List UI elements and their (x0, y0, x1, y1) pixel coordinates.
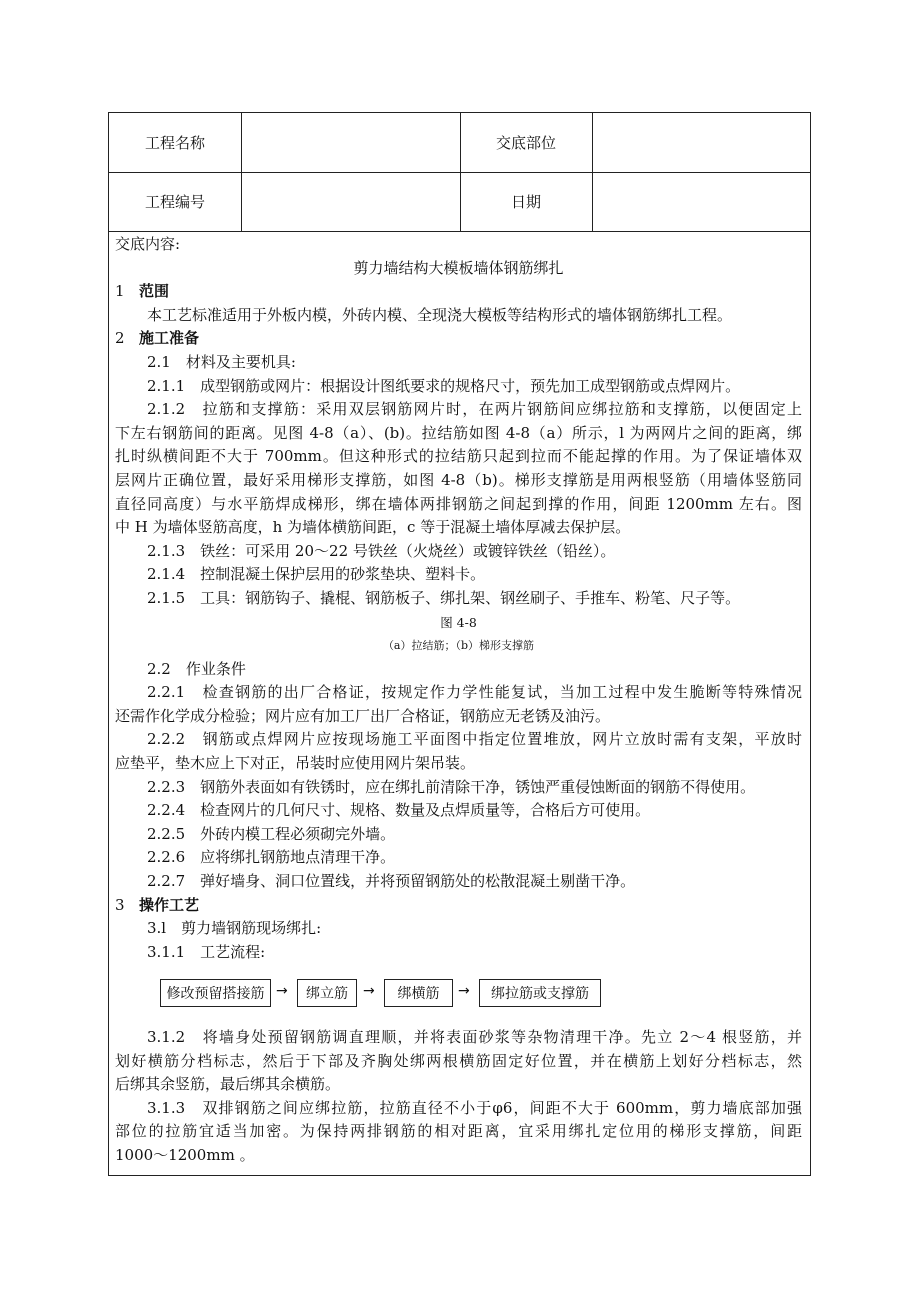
header-row-1 (109, 113, 810, 173)
section-2-1-2-line-1: 2.1.2 拉筋和支撑筋：采用双层钢筋网片时，在两片钢筋间应绑拉筋和支撑筋，以便固定上 (147, 400, 802, 419)
section-2-2: 2.2 作业条件 (147, 659, 246, 678)
section-2-number: 2 (115, 329, 125, 348)
section-1-number: 1 (115, 282, 125, 301)
section-2-2-3: 2.2.3 钢筋外表面如有铁锈时，应在绑扎前清除干净，锈蚀严重侵蚀断面的钢筋不得使用。 (147, 777, 756, 796)
flow-arrow-3: → (458, 983, 470, 999)
flow-step-2: 绑立筋 (297, 979, 357, 1007)
section-2-2-4: 2.2.4 检查网片的几何尺寸、规格、数量及点焊质量等，合格后方可使用。 (147, 801, 651, 820)
section-3-1-2-line-1: 3.1.2 将墙身处预留钢筋调直理顺，并将表面砂浆等杂物清理干净。先立 2～4 根竖筋，并 (147, 1028, 802, 1046)
flow-arrow-1: → (276, 983, 288, 999)
section-3-1-body (115, 1026, 802, 1168)
section-2-2-1-line-1: 2.2.1 检查钢筋的出厂合格证，按规定作力学性能复试，当加工过程中发生脆断等特殊情况 (147, 683, 802, 702)
section-3-title: 操作工艺 (139, 895, 200, 914)
section-2-2-1-line-2: 还需作化学成分检验；网片应有加工厂出厂合格证，钢筋应无老锈及油污。 (115, 706, 611, 725)
section-2-1-4: 2.1.4 控制混凝土保护层用的砂浆垫块、塑料卡。 (147, 565, 486, 584)
section-3-1-2-line-2: 划好横筋分档标志，然后于下部及齐胸处绑两根横筋固定好位置，并在横筋上划好分档标志，然 (115, 1051, 802, 1070)
section-1-title: 范围 (139, 282, 170, 301)
section-3-1-3-line-3: 1000～1200mm 。 (115, 1145, 255, 1164)
section-2-1-1: 2.1.1 成型钢筋或网片：根据设计图纸要求的规格尺寸，预先加工成型钢筋或点焊网片。 (147, 376, 741, 395)
section-3-1-3-line-2: 部位的拉筋宜适当加密。为保持两排钢筋的相对距离，宜采用绑扎定位用的梯形支撑筋，间距 (115, 1122, 802, 1141)
section-3-1: 3.l 剪力墙钢筋现场绑扎: (147, 919, 322, 938)
section-2-1-2-line-4: 层网片正确位置，最好采用梯形支撑筋，如图 4-8（b)。梯形支撑筋是用两根竖筋（用墙体竖筋同 (115, 470, 802, 489)
date-label: 日期 (510, 193, 541, 211)
section-2-heading (115, 327, 802, 351)
flow-step-3: 绑横筋 (384, 979, 453, 1007)
project-no-value (241, 172, 460, 231)
section-2-1-2-line-2: 下左右钢筋间的距离。见图 4-8（a）、(b)。拉结筋如图 4-8（a）所示，l 为两网片之间的距离，绑 (115, 423, 802, 442)
section-2-2-7: 2.2.7 弹好墙身、洞口位置线，并将预留钢筋处的松散混凝土剔凿干净。 (147, 872, 636, 891)
section-2-1-2-line-5: 直径同高度）与水平筋焊成梯形，绑在墙体两排钢筋之间起到撑的作用，间距 1200mm 左右。图 (115, 494, 802, 513)
document-title: 剪力墙结构大模板墙体钢筋绑扎 (353, 258, 564, 277)
section-2-1-5: 2.1.5 工具：钢筋钩子、撬棍、钢筋板子、绑扎架、钢丝刷子、手推车、粉笔、尺子等。 (147, 588, 741, 607)
section-3-1-1: 3.1.1 工艺流程: (147, 942, 266, 961)
header-row-2 (109, 172, 810, 232)
section-1-text: 本工艺标准适用于外板内模，外砖内模、全现浇大模板等结构形式的墙体钢筋绑扎工程。 (147, 305, 733, 324)
section-2-1-3: 2.1.3 铁丝：可采用 20～22 号铁丝（火烧丝）或镀锌铁丝（铅丝）。 (147, 541, 616, 560)
disclosure-form (108, 112, 811, 1176)
figure-title: 图 4-8 (440, 614, 477, 630)
part-label: 交底部位 (495, 134, 556, 152)
figure-caption: （a）拉结筋；（b）梯形支撑筋 (382, 639, 535, 653)
section-2-2-2-line-1: 2.2.2 钢筋或点焊网片应按现场施工平面图中指定位置堆放，网片立放时需有支架，平放时 (147, 730, 802, 749)
project-name-label: 工程名称 (144, 134, 205, 152)
flow-arrow-2: → (363, 983, 375, 999)
section-1-heading (115, 280, 802, 304)
flow-step-4: 绑拉筋或支撑筋 (479, 979, 601, 1007)
section-2-2-2-line-2: 应垫平，垫木应上下对正，吊装时应使用网片架吊装。 (115, 754, 476, 773)
project-name-value (241, 113, 460, 172)
section-3-heading (115, 894, 802, 918)
flow-step-1: 修改预留搭接筋 (160, 979, 271, 1007)
section-2-2-5: 2.2.5 外砖内模工程必须砌完外墙。 (147, 824, 396, 843)
section-2-2-6: 2.2.6 应将绑扎钢筋地点清理干净。 (147, 848, 396, 867)
section-2-title: 施工准备 (139, 329, 200, 348)
section-3-1-2-line-3: 后绑其余竖筋，最后绑其余横筋。 (115, 1075, 341, 1094)
section-2-1-2-line-3: 扎时纵横间距不大于 700mm。但这种形式的拉结筋只起到拉而不能起撑的作用。为了保证墙体双 (115, 447, 802, 466)
section-2-1: 2.1 材料及主要机具: (147, 352, 296, 371)
section-3-number: 3 (115, 895, 125, 914)
section-2-1-2-line-6: 中 H 为墙体竖筋高度，h 为墙体横筋间距，c 等于混凝土墙体厚减去保护层。 (115, 518, 631, 537)
date-value (592, 172, 810, 231)
content-intro: 交底内容: (115, 235, 181, 253)
part-value (592, 113, 810, 172)
section-3-1-3-line-1: 3.1.3 双排钢筋之间应绑拉筋，拉筋直径不小于φ6，间距不大于 600mm，剪力墙底部加强 (147, 1098, 802, 1117)
project-no-label: 工程编号 (144, 193, 205, 211)
